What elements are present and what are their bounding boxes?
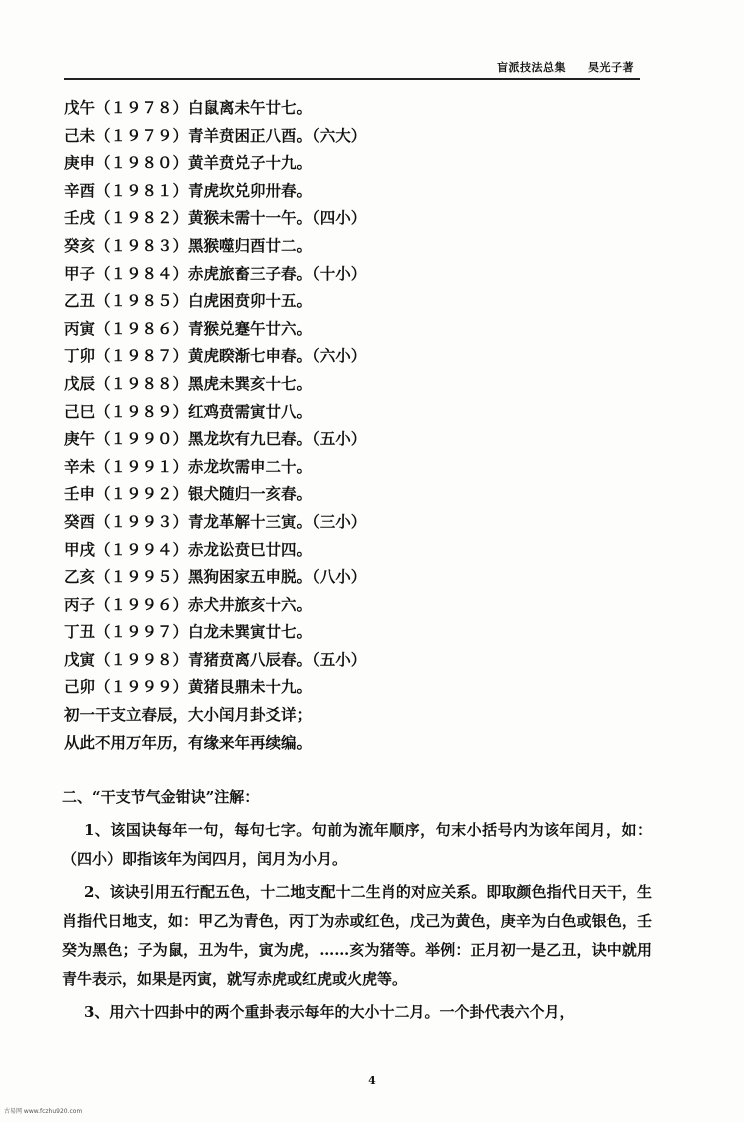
verse-line: 戊午（１９７８）白鼠离未午廿七。 [64, 98, 313, 117]
verse-line: 癸酉（１９９３）青龙革解十三寅。（三小） [64, 511, 367, 531]
verse-line: 壬戌（１９８２）黄猴未需十一午。（四小） [64, 208, 367, 228]
verse-line: 从此不用万年历，有缘来年再续编。 [64, 732, 313, 752]
verse-line: 壬申（１９９２）银犬随归一亥春。 [64, 484, 313, 504]
annotation-section [62, 782, 652, 1027]
footer-watermark: 古易网 www.fczhu920.com [4, 1108, 83, 1115]
verse-line: 戊寅（１９９８）青猪贲离八辰春。（五小） [64, 649, 367, 669]
verse-line: 甲戌（１９９４）赤龙讼贲巳廿四。 [64, 539, 313, 559]
verse-line: 己未（１９７９）青羊贲困正八酉。（六大） [64, 125, 367, 145]
verse-line: 戊辰（１９８８）黑虎未巽亥十七。 [64, 373, 313, 393]
verse-line: 初一干支立春辰，大小闰月卦爻详； [64, 705, 313, 725]
verse-line: 丁丑（１９９７）白龙未巽寅廿七。 [64, 622, 313, 642]
paragraph [62, 878, 652, 994]
page-number: 4 [368, 1074, 376, 1087]
verse-line: 丁卯（１９８７）黄虎睽渐七申春。（六小） [64, 346, 367, 366]
header-text [497, 59, 634, 75]
verse-line: 庚午（１９９０）黑龙坎有九巳春。（五小） [64, 429, 367, 449]
page-header [64, 56, 640, 80]
verse-block [64, 94, 664, 756]
verse-line: 乙丑（１９８５）白虎困贲卯十五。 [64, 291, 313, 311]
verse-line: 癸亥（１９８３）黑猴噬归酉廿二。 [64, 235, 313, 255]
verse-line: 己巳（１９８９）红鸡贲需寅廿八。 [64, 401, 313, 421]
book-title: 盲派技法总集 [497, 61, 566, 74]
verse-line: 丙寅（１９８６）青猴兑蹇午廿六。 [64, 318, 313, 338]
verse-line: 辛未（１９９１）赤龙坎需申二十。 [64, 456, 313, 476]
paragraph [62, 816, 652, 874]
verse-line: 乙亥（１９９５）黑狗困家五申脱。（八小） [64, 567, 367, 587]
paragraph [62, 998, 652, 1027]
paragraph-text: 2、该诀引用五行配五色，十二地支配十二生肖的对应关系。即取颜色指代日天干，生肖指代日地支，如：甲乙为青色，丙丁为赤或红色，戊己为黄色，庚辛为白色或银色，壬癸为黑色；子为鼠，丑为牛，寅为虎，……亥为猪等。举例：正月初一是乙丑，诀中就用青牛表示，如果是丙寅，就写赤虎或红虎或火虎等。 [62, 883, 652, 988]
section-title: 二、“干支节气金钳诀”注解： [62, 788, 260, 806]
verse-line: 辛酉（１９８１）青虎坎兑卯卅春。 [64, 180, 313, 200]
verse-line: 甲子（１９８４）赤虎旅畜三子春。（十小） [64, 263, 367, 283]
author-name: 昊光子著 [588, 61, 634, 74]
verse-line: 庚申（１９８０）黄羊贲兑子十九。 [64, 153, 313, 173]
verse-line: 己卯（１９９９）黄猪艮鼎未十九。 [64, 677, 313, 697]
verse-line: 丙子（１９９６）赤犬井旅亥十六。 [64, 594, 313, 614]
paragraph-text: 1、该国诀每年一句，每句七字。句前为流年顺序，句末小括号内为该年闰月，如：（四小）即指该年为闰四月，闰月为小月。 [62, 821, 652, 868]
paragraph-text: 3、用六十四卦中的两个重卦表示每年的大小十二月。一个卦代表六个月， [84, 1003, 575, 1021]
